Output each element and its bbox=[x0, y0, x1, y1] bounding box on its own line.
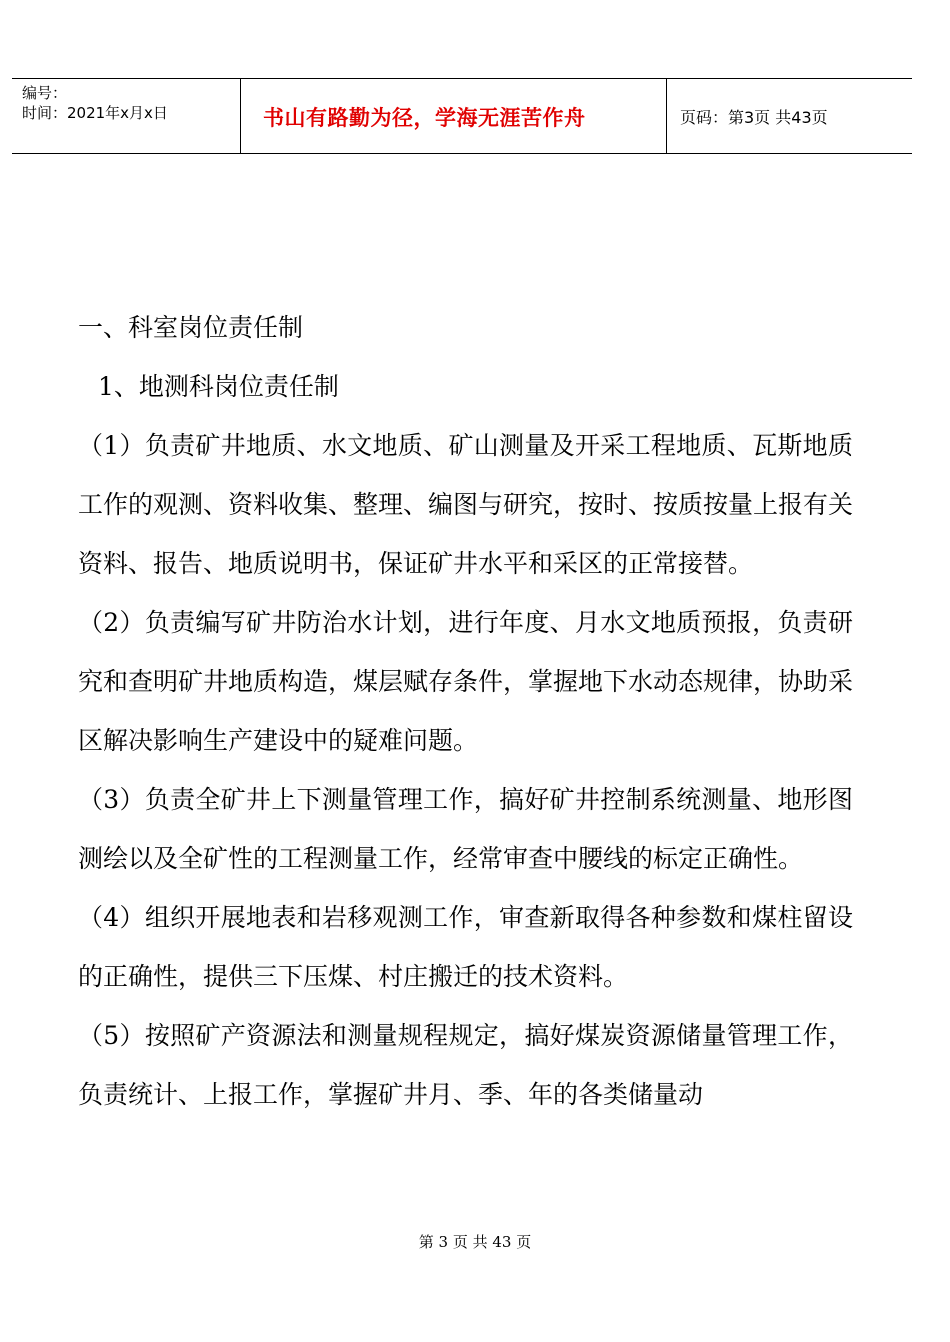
document-number-label: 编号： bbox=[22, 84, 68, 102]
paragraph-2: （2）负责编写矿井防治水计划，进行年度、月水文地质预报，负责研究和查明矿井地质构造，煤层赋存条件，掌握地下水动态规律，协助采区解决影响生产建设中的疑难问题。 bbox=[78, 608, 854, 755]
paragraph-4: （4）组织开展地表和岩移观测工作，审查新取得各种参数和煤柱留设的正确性，提供三下压煤、村庄搬迁的技术资料。 bbox=[78, 903, 853, 991]
header-page-cell bbox=[667, 79, 912, 153]
header-motto: 书山有路勤为径，学海无涯苦作舟 bbox=[263, 106, 586, 130]
header-meta-cell bbox=[12, 79, 241, 153]
page-footer: 第 3 页 共 43 页 bbox=[418, 1233, 532, 1251]
paragraph-3: （3）负责全矿井上下测量管理工作，搞好矿井控制系统测量、地形图测绘以及全矿性的工程测量工作，经常审查中腰线的标定正确性。 bbox=[78, 785, 853, 873]
paragraph-1: （1）负责矿井地质、水文地质、矿山测量及开采工程地质、瓦斯地质工作的观测、资料收集、整理、编图与研究，按时、按质按量上报有关资料、报告、地质说明书，保证矿井水平和采区的正常接替。 bbox=[78, 431, 854, 578]
header-motto-cell bbox=[241, 79, 667, 153]
document-date: 时间：2021年x月x日 bbox=[22, 104, 168, 122]
document-body bbox=[78, 298, 853, 1124]
header-page-code: 页码：第3页 共43页 bbox=[680, 108, 828, 127]
paragraph-5: （5）按照矿产资源法和测量规程规定，搞好煤炭资源储量管理工作，负责统计、上报工作，掌握矿井月、季、年的各类储量动 bbox=[78, 1021, 853, 1109]
section-heading: 一、科室岗位责任制 bbox=[78, 313, 304, 342]
subsection-heading: 1、地测科岗位责任制 bbox=[98, 372, 339, 401]
page-header bbox=[12, 78, 912, 154]
